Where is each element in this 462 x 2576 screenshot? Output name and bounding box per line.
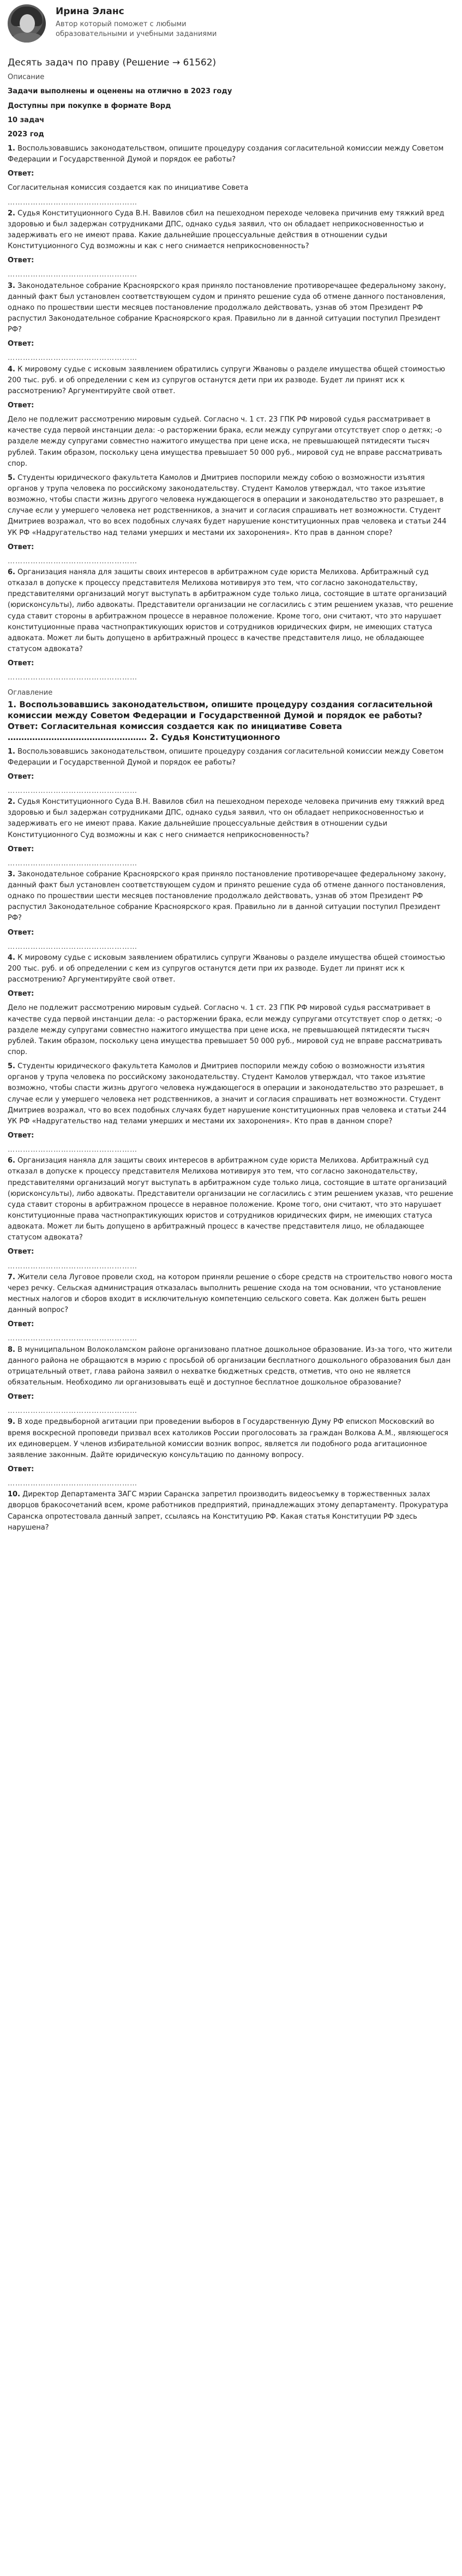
answer-ellipsis: …………………………………………… (8, 786, 137, 795)
answer-label: Ответ: (8, 401, 34, 410)
answer-label: Ответ: (8, 990, 34, 998)
task-number: 6. (8, 1157, 15, 1165)
answer-ellipsis: …………………………………………… (8, 859, 137, 868)
task-question (8, 143, 454, 165)
answer-label: Ответ: (8, 1248, 34, 1256)
answer-label: Ответ: (8, 1131, 34, 1140)
task-question (8, 281, 454, 336)
task-question (8, 747, 454, 768)
description-label: Описание (8, 73, 45, 82)
answer-label: Ответ: (8, 170, 34, 178)
task-question (8, 1272, 454, 1316)
task-text: Судья Конституционного Суда В.Н. Вавилов сбил на пешеходном переходе человека причинив ему тяжкий вред здоровью и был задержан сотрудниками ДПС, однако судья заявил, что он обладает неприкосновенностью и задерживать его не имеют права. Какие дальнейшие процессуальные действия в отношении судьи Конституционного Суд возможны и как с него снимается неприкосновенность? (8, 209, 445, 251)
task-question (8, 1417, 454, 1461)
task-number: 1. (8, 747, 15, 756)
answer-ellipsis: …………………………………………… (8, 1407, 137, 1416)
answer-ellipsis: …………………………………………… (8, 1262, 137, 1271)
task-text: В муниципальном Волоколамском районе организовано платное дошкольное образование. Из-за того, что жители данного района не обращаются в мэрию с просьбой об организации бесплатного дошкольного образования был дан отрицательный ответ, глава района заявил о нехватке бюджетных средств, отметив, что оно не является обязательным. Необходимо ли организовывать ещё и доступное бесплатное дошкольное образование? (8, 1345, 452, 1387)
task-text: Судья Конституционного Суда В.Н. Вавилов сбил на пешеходном переходе человека причинив ему тяжкий вред здоровью и был задержан сотрудниками ДПС, однако судья заявил, что он обладает неприкосновенностью и задерживать его не имеют права. Какие дальнейшие процессуальные действия в отношении судьи Конституционного Суд возможны и как с него снимается неприкосновенность? (8, 798, 445, 839)
answer-ellipsis: …………………………………………… (8, 942, 137, 951)
task-number: 1. (8, 145, 15, 153)
task-text: К мировому судье с исковым заявлением обратились супруги Жвановы о разделе имущества общей стоимостью 200 тыс. руб. и об определении с кем из супругов останутся дети при их разводе. Будет ли принят иск к рассмотрению? Аргументируйте свой ответ. (8, 953, 445, 984)
answer-ellipsis: …………………………………………… (8, 354, 137, 363)
answer-label: Ответ: (8, 928, 34, 937)
task-question (8, 797, 454, 841)
task-number: 3. (8, 281, 15, 290)
answer-label: Ответ: (8, 340, 34, 348)
answer-text: Дело не подлежит рассмотрению мировым судьей. Согласно ч. 1 ст. 23 ГПК РФ мировой судья рассматривает в качестве суда первой инстанции дела: -о расторжении брака, если между супругами отсутствует спор о детях; -о разделе между супругами совместно нажитого имущества при цене иска, не превышающей пятидесяти тысяч рублей. Таким образом, поскольку цена имущества превышает 50 000 руб., мировой суд не вправе рассматривать спор. (8, 416, 442, 468)
answer-label: Ответ: (8, 1320, 34, 1329)
task-text: Воспользовавшись законодательством, опишите процедуру создания согласительной комиссии между Советом Федерации и Государственной Думой и порядок ее работы? (8, 747, 444, 767)
answer-label: Ответ: (8, 1393, 34, 1401)
author-avatar[interactable] (8, 4, 46, 43)
task-number: 3. (8, 870, 15, 878)
description-block (8, 86, 454, 140)
answer-ellipsis: …………………………………………… (8, 270, 137, 279)
task-list-part1 (8, 143, 454, 683)
task-text: В ходе предвыборной агитации при проведении выборов в Государственную Думу РФ епископ Московский во время воскресной проповеди призвал всех католиков России проголосовать за граждан Волкова А.М., являющегося их единоверцем. У членов избирательной комиссии возник вопрос, является ли подобного рода агитационное заявление законным. Дайте юридическую консультацию по данному вопросу. (8, 1418, 448, 1459)
task-number: 4. (8, 953, 15, 962)
author-info (56, 4, 236, 39)
task-number: 9. (8, 1418, 15, 1427)
description-line: 10 задач (8, 116, 45, 124)
answer-text: Дело не подлежит рассмотрению мировым судьей. Согласно ч. 1 ст. 23 ГПК РФ мировой судья рассматривает в качестве суда первой инстанции дела: -о расторжении брака, если между супругами отсутствует спор о детях; -о разделе между супругами совместно нажитого имущества при цене иска, не превышающей пятидесяти тысяч рублей. Таким образом, поскольку цена имущества превышает 50 000 руб., мировой суд не вправе рассматривать спор. (8, 1004, 442, 1057)
task-number: 5. (8, 473, 15, 482)
task-number: 2. (8, 798, 15, 806)
answer-ellipsis: …………………………………………… (8, 557, 137, 565)
task-question (8, 473, 454, 539)
task-question (8, 953, 454, 985)
answer-label: Ответ: (8, 1465, 34, 1473)
task-number: 8. (8, 1345, 15, 1354)
task-text: Организация наняла для защиты своих интересов в арбитражном суде юриста Мелихова. Арбитражный суд отказал в допуске к процессу представителя Мелихова мотивируя это тем, что согласно законодательству, представителями организаций могут выступать в арбитражном суде только лица, состоящие в штате организаций (юрисконсульты), либо адвокаты. Представители организации не согласились с этим решением указав, что решение суда ставит стороны в арбитражном процессе в неравное положение. Кроме того, они считают, что это нарушает конституционные права частнопрактикующих юристов и сотрудников юридических фирм, не имеющих статуса адвоката. Может ли быть допущено в арбитражный процесс в качестве представителя лицо, не обладающее статусом адвоката? (8, 1157, 453, 1242)
answer-label: Ответ: (8, 659, 34, 668)
task-number: 6. (8, 568, 15, 576)
answer-ellipsis: …………………………………………… (8, 1334, 137, 1343)
task-number: 10. (8, 1490, 21, 1499)
description-line: Доступны при покупке в формате Ворд (8, 101, 171, 110)
answer-label: Ответ: (8, 772, 34, 781)
task-text: Студенты юридического факультета Камолов и Дмитриев поспорили между собою о возможности изъятия органов у трупа человека по российскому законодательству. Студент Камолов утверждал, что такое изъятие возможно, чтобы спасти жизнь другого человека нуждающегося в операции и законодательство это разрешает, в случае если у умершего человека нет родственников, а значит и согласия спрашивать нет возможности. Студент Дмитриев возражал, что во всех подобных случаях будет нарушение конституционных прав человека и статьи 244 УК РФ «Надругательство над телами умерших и местами их захоронения». Кто прав в данном споре? (8, 1062, 447, 1126)
task-list-part2 (8, 747, 454, 1533)
answer-text: Согласительная комиссия создается как по инициативе Совета (8, 184, 249, 192)
task-question (8, 567, 454, 655)
task-text: Воспользовавшись законодательством, опишите процедуру создания согласительной комиссии между Советом Федерации и Государственной Думой и порядок ее работы? (8, 145, 444, 164)
task-text: К мировому судье с исковым заявлением обратились супруги Жвановы о разделе имущества общей стоимостью 200 тыс. руб. и об определении с кем из супругов останутся дети при их разводе. Будет ли принят иск к рассмотрению? Аргументируйте свой ответ. (8, 365, 445, 395)
task-question (8, 1489, 454, 1533)
task-question (8, 364, 454, 397)
answer-ellipsis: …………………………………………… (8, 673, 137, 682)
author-card (8, 4, 454, 50)
task-text: Законодательное собрание Красноярского края приняло постановление противоречащее федеральному закону, данный факт был установлен соответствующем судом и принято решение суда об отмене данного постановления, однако по прошествии шести месяцев постановление продолжало действовать, узнав об этом Президент РФ распустил Законодательное собрание Красноярского края. Правильно ли в данной ситуации поступил Президент РФ? (8, 281, 446, 334)
description-line: 2023 год (8, 130, 44, 139)
task-question (8, 208, 454, 252)
task-number: 2. (8, 209, 15, 218)
page-title: Десять задач по праву (Решение → 61562) (8, 57, 217, 68)
task-question (8, 1345, 454, 1389)
task-question (8, 1061, 454, 1127)
task-text: Организация наняла для защиты своих интересов в арбитражном суде юриста Мелихова. Арбитражный суд отказал в допуске к процессу представителя Мелихова мотивируя это тем, что согласно законодательству, представителями организаций могут выступать в арбитражном суде только лица, состоящие в штате организаций (юрисконсульты), либо адвокаты. Представители организации не согласились с этим решением указав, что решение суда ставит стороны в арбитражном процессе в неравное положение. Кроме того, они считают, что это нарушает конституционные права частнопрактикующих юристов и сотрудников юридических фирм, не имеющих статуса адвоката. Может ли быть допущено в арбитражный процесс в качестве представителя лицо, не обладающее статусом адвоката? (8, 568, 453, 653)
task-number: 4. (8, 365, 15, 374)
answer-label: Ответ: (8, 256, 34, 265)
answer-ellipsis: …………………………………………… (8, 1479, 137, 1488)
answer-ellipsis: …………………………………………… (8, 1146, 137, 1154)
task-question (8, 1155, 454, 1243)
author-name[interactable]: Ирина Эланс (56, 6, 124, 17)
toc-label: Оглавление (8, 689, 53, 697)
task-number: 7. (8, 1273, 15, 1281)
task-number: 5. (8, 1062, 15, 1071)
answer-label: Ответ: (8, 543, 34, 551)
toc-heading: 1. Воспользовавшись законодательством, опишите процедуру создания согласительной комиссии между Советом Федерации и Государственной Думой и порядок ее работы? Ответ: Согласительная комиссия создается как по инициативе Совета …………………………………………… 2. Судья Конституционного (8, 699, 433, 743)
task-text: Законодательное собрание Красноярского края приняло постановление противоречащее федеральному закону, данный факт был установлен соответствующем судом и принято решение суда об отмене данного постановления, однако по прошествии шести месяцев постановление продолжало действовать, узнав об этом Президент РФ распустил Законодательное собрание Красноярского края. Правильно ли в данной ситуации поступил Президент РФ? (8, 870, 446, 923)
answer-ellipsis: …………………………………………… (8, 198, 137, 207)
task-question (8, 869, 454, 924)
description-line: Задачи выполнены и оценены на отлично в 2023 году (8, 87, 232, 96)
task-text: Директор Департамента ЗАГС мэрии Саранска запретил производить видеосъемку в торжественных залах дворцов бракосочетаний всем, кроме работников предприятий, принадлежащих этому департаменту. Прокуратура Саранска опротестовала данный запрет, ссылаясь на Конституцию РФ. Какая статья Конституции РФ здесь нарушена? (8, 1490, 448, 1532)
task-text: Студенты юридического факультета Камолов и Дмитриев поспорили между собою о возможности изъятия органов у трупа человека по российскому законодательству. Студент Камолов утверждал, что такое изъятие возможно, чтобы спасти жизнь другого человека нуждающегося в операции и законодательство это разрешает, в случае если у умершего человека нет родственников, а значит и согласия спрашивать нет возможности. Студент Дмитриев возражал, что во всех подобных случаях будет нарушение конституционных прав человека и статьи 244 УК РФ «Надругательство над телами умерших и местами их захоронения». Кто прав в данном споре? (8, 473, 447, 537)
author-description: Автор который поможет с любыми образовательными и учебными заданиями (56, 20, 217, 38)
answer-label: Ответ: (8, 845, 34, 853)
task-text: Жители села Луговое провели сход, на котором приняли решение о сборе средств на строительство нового моста через речку. Сельская администрация отказалась выполнить решение схода на том основании, что установление местных налогов и сборов входит в исключительную компетенцию сельского совета. Как должен быть решен данный вопрос? (8, 1273, 453, 1315)
